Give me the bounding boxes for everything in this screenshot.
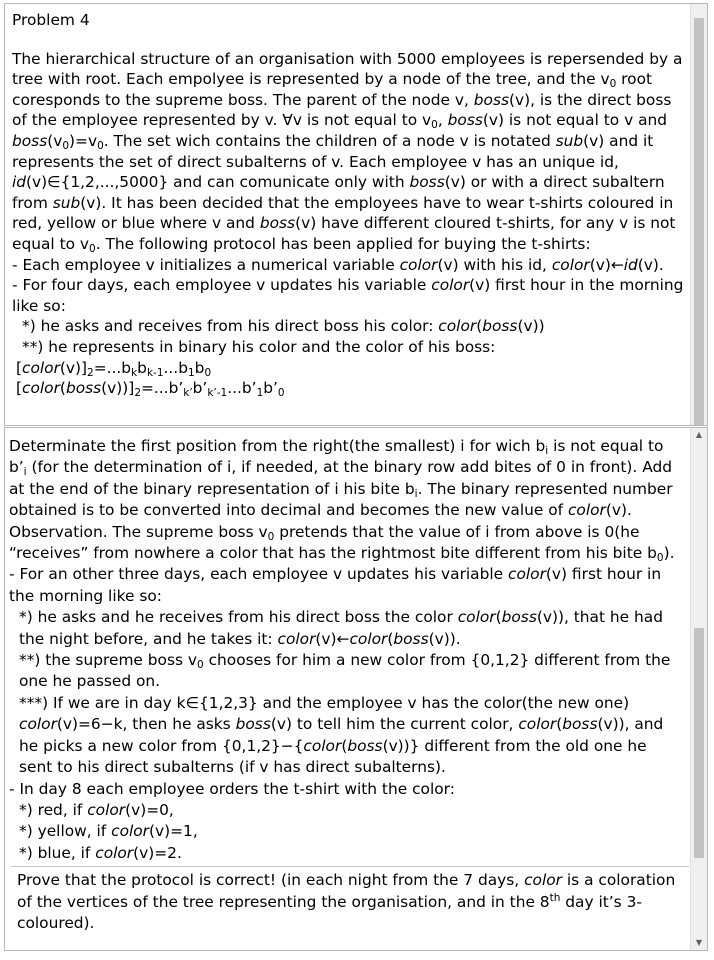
protocol-substep-binary: **) he represents in binary his color and the color of his boss: — [22, 337, 496, 356]
protocol-substep-supreme-boss: **) the supreme boss $v_0$ chooses for him a new color from {0,1,2} different from the one he passed on. — [19, 651, 671, 691]
color-rule-yellow: *) yellow, if color(v)=1, — [19, 822, 198, 841]
top-scrollbar[interactable] — [690, 4, 707, 425]
scroll-up-arrow-icon[interactable]: ▲ — [695, 430, 703, 439]
color-rule-red: *) red, if color(v)=0, — [19, 800, 174, 819]
scroll-down-arrow-icon[interactable]: ▼ — [695, 938, 703, 947]
binary-boss-color-formula: $[color(boss(v))]_2=...b’_{k’}b’_{k’-1}...b’_1b’_0$ — [16, 379, 285, 400]
protocol-step-three-days: - For an other three days, each employee v updates his variable color(v) first hour in the morning like so: — [9, 565, 662, 605]
top-scrollbar-thumb[interactable] — [694, 18, 704, 426]
problem-text-pane-bottom[interactable] — [4, 427, 708, 951]
problem-text-pane-top[interactable] — [4, 3, 708, 426]
problem-paragraph-intro: The hierarchical structure of an organisation with 5000 employees is repersended by a tree with root. Each empolyee is represented by a node of the tree, and the $v_0$ root coresponds to the supreme boss. The parent of the node v, boss(v), is the direct boss of the employee represented by v. ∀v is not equal to $v_0$, boss(v) is not equal to v and $boss(v_0)=v_0$. The set wich contains the children of a node v is notated sub(v) and it represents the set of direct subalterns of v. Each employee v has an unique id, id(v)∈{1,2,...,5000} and can comunicate only with boss(v) or with a direct subaltern from sub(v). It has been decided that the employees have to wear t-shirts coloured in red, yellow or blue where v and boss(v) have different cloured t-shirts, for any v is not equal to $v_0$. The following protocol has been applied for buying the t-shirts: — [12, 49, 683, 255]
protocol-step-four-days: - For four days, each employee v updates his variable color(v) first hour in the morning like so: — [12, 276, 684, 315]
prove-statement-box — [11, 866, 689, 948]
color-rule-blue: *) blue, if color(v)=2. — [19, 843, 182, 862]
problem-text-content-top — [5, 4, 690, 425]
protocol-step-day-8: - In day 8 each employee orders the t-shirt with the color: — [9, 779, 455, 798]
protocol-step-init: - Each employee v initializes a numerical variable color(v) with his id, color(v)←id(v). — [12, 255, 664, 274]
bottom-scrollbar[interactable] — [690, 428, 707, 950]
protocol-substep-ask: *) he asks and receives from his direct boss his color: color(boss(v)) — [22, 317, 545, 336]
problem-title: Problem 4 — [12, 11, 90, 29]
protocol-substep-day-k: ***) If we are in day k∈{1,2,3} and the employee v has the color(the new one) color(v)=6−k, then he asks boss(v) to tell him the current color, color(boss(v)), and he picks a new color from {0,1,2}−{color(boss(v))} different from the old one he sent to his direct subalterns (if v has direct subalterns). — [19, 693, 664, 777]
observation-paragraph: Observation. The supreme boss $v_0$ pretends that the value of i from above is 0(he “receives” from nowhere a color that has the rightmost bite different from his bite $b_0$). — [9, 522, 675, 565]
prove-statement: Prove that the protocol is correct! (in each night from the 7 days, color is a coloration of the vertices of the tree representing the organisation, and in the 8th day it’s 3-coloured). — [17, 871, 676, 932]
bottom-scrollbar-thumb[interactable] — [694, 628, 704, 858]
protocol-substep-take-color: *) he asks and he receives from his direct boss the color color(boss(v)), that he had the night before, and he takes it: color(v)←color(boss(v)). — [19, 608, 663, 648]
determine-position-paragraph: Determinate the first position from the right(the smallest) i for wich $b_i$ is not equal to $b’_i$ (for the determination of i, if needed, at the binary row add bites of 0 in front). Add at the end of the binary representation of i his bite $b_i$. The binary represented number obtained is to be converted into decimal and becomes the new value of color(v). — [9, 437, 673, 520]
binary-color-formula: $[color(v)]_2=...b_kb_{k-1}...b_1b_0$ — [16, 358, 212, 379]
